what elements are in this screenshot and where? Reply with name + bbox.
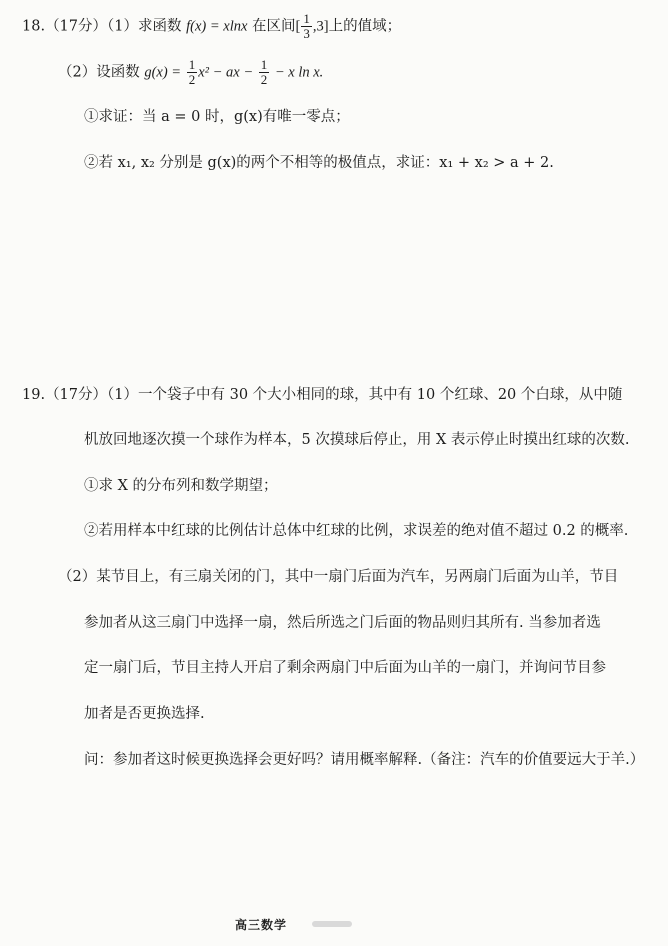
q19-part2-line1: （2）某节目上，有三扇关闭的门，其中一扇门后面为汽车，另两扇门后面为山羊，节目 bbox=[58, 569, 619, 585]
q18-frac-1-num: 1 bbox=[188, 57, 196, 72]
q19-line2: 机放回地逐次摸一个球作为样本，5 次摸球后停止，用 X 表示停止时摸出红球的次数. bbox=[84, 432, 630, 448]
q19-sub1: ①求 X 的分布列和数学期望； bbox=[84, 478, 278, 494]
q18-part1-label: （1） bbox=[107, 18, 138, 35]
q19-score: （17分） bbox=[45, 387, 108, 403]
q18-number: 18. bbox=[22, 18, 46, 35]
q18-score: （17分） bbox=[45, 18, 108, 35]
q19-part2-line4: 加者是否更换选择. bbox=[84, 706, 205, 722]
q18-part2-text: 设函数 bbox=[96, 64, 140, 81]
q18-frac-2-num: 1 bbox=[260, 57, 268, 72]
q19-first-line bbox=[22, 385, 622, 405]
q18-g-mid: x² − ax − bbox=[198, 64, 254, 81]
q18-interval-open: [ bbox=[295, 18, 301, 35]
q19-question: 问：参加者这时候更换选择会更好吗？请用概率解释.（备注：汽车的价值要远大于羊.） bbox=[84, 752, 645, 768]
q18-sub1: ①求证：当 a = 0 时，g(x)有唯一零点； bbox=[84, 109, 350, 125]
q18-interval-denominator: 3 bbox=[303, 26, 310, 41]
q18-interval-fraction bbox=[301, 12, 312, 41]
q18-frac-1-den: 2 bbox=[188, 72, 196, 87]
q18-interval-numerator: 1 bbox=[303, 11, 310, 26]
page-footer: 高三数学 bbox=[235, 918, 288, 932]
q18-g-tail: − x ln x. bbox=[274, 64, 324, 81]
q18-function: f(x) = xlnx bbox=[186, 18, 248, 35]
q18-part1-text-b: 在区间 bbox=[252, 18, 296, 35]
q19-line1: （1）一个袋子中有 30 个大小相同的球，其中有 10 个红球、20 个白球，从中随 bbox=[107, 387, 623, 403]
q18-interval-rest: ,3] bbox=[312, 18, 329, 35]
q18-g-def: g(x) = bbox=[144, 64, 182, 81]
q18-part1-line bbox=[22, 12, 401, 41]
q18-part2-label: （2） bbox=[58, 64, 97, 81]
q19-part2-line2: 参加者从这三扇门中选择一扇，然后所选之门后面的物品则归其所有. 当参加者选 bbox=[84, 615, 601, 631]
footer-smudge bbox=[312, 921, 352, 927]
q18-part1-text-c: 上的值域； bbox=[328, 18, 402, 35]
q18-part2-line bbox=[58, 58, 323, 87]
q18-frac-2 bbox=[259, 58, 270, 87]
q19-number: 19. bbox=[22, 387, 46, 403]
q18-sub2: ②若 x₁, x₂ 分别是 g(x)的两个不相等的极值点，求证：x₁ + x₂ > a + 2. bbox=[84, 155, 554, 171]
q19-sub2: ②若用样本中红球的比例估计总体中红球的比例，求误差的绝对值不超过 0.2 的概率. bbox=[84, 523, 629, 539]
q18-frac-1 bbox=[187, 58, 198, 87]
q18-part1-text-a: 求函数 bbox=[138, 18, 182, 35]
q18-frac-2-den: 2 bbox=[260, 72, 268, 87]
q19-part2-line3: 定一扇门后，节目主持人开启了剩余两扇门中后面为山羊的一扇门，并询问节目参 bbox=[84, 660, 606, 676]
